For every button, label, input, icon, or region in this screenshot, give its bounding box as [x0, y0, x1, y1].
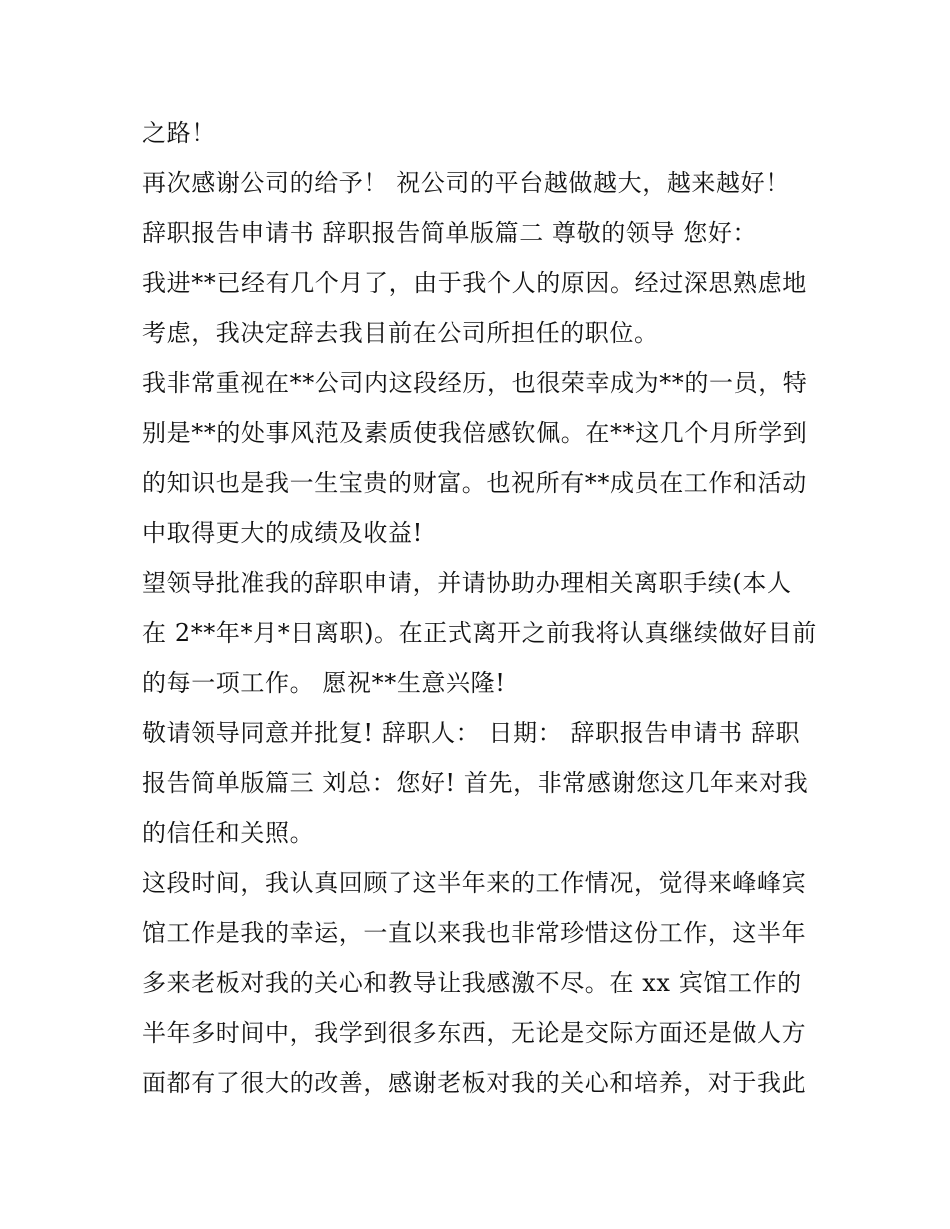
text-line: 考虑，我决定辞去我目前在公司所担任的职位。: [142, 319, 659, 347]
text-line: 望领导批准我的辞职申请，并请协助办理相关离职手续(本人: [142, 569, 792, 597]
text-line: 敬请领导同意并批复! 辞职人： 日期： 辞职报告申请书 辞职: [142, 719, 801, 747]
document-body: [142, 108, 822, 1108]
text-line: 辞职报告申请书 辞职报告简单版篇二 尊敬的领导 您好：: [142, 219, 758, 247]
text-line: 中取得更大的成绩及收益!: [142, 519, 423, 547]
text-line: 的知识也是我一生宝贵的财富。也祝所有**成员在工作和活动: [142, 469, 807, 497]
text-line: 我进**已经有几个月了，由于我个人的原因。经过深思熟虑地: [142, 269, 807, 297]
text-line: 报告简单版篇三 刘总：您好! 首先，非常感谢您这几年来对我: [142, 769, 809, 797]
text-line: 在 2**年*月*日离职)。在正式离开之前我将认真继续做好目前: [142, 619, 817, 647]
text-line: 再次感谢公司的给予！ 祝公司的平台越做越大，越来越好！: [142, 169, 790, 197]
text-line: 面都有了很大的改善，感谢老板对我的关心和培养，对于我此: [142, 1069, 807, 1097]
text-line: 的信任和关照。: [142, 819, 315, 847]
text-line: 别是**的处事风范及素质使我倍感钦佩。在**这几个月所学到: [142, 419, 808, 447]
text-line: 半年多时间中，我学到很多东西，无论是交际方面还是做人方: [142, 1019, 807, 1047]
text-line: 之路！: [142, 119, 216, 147]
text-line: 的每一项工作。 愿祝**生意兴隆!: [142, 669, 506, 697]
text-line: 这段时间，我认真回顾了这半年来的工作情况，觉得来峰峰宾: [142, 869, 807, 897]
text-line: 我非常重视在**公司内这段经历，也很荣幸成为**的一员，特: [142, 369, 808, 397]
text-line: 馆工作是我的幸运，一直以来我也非常珍惜这份工作，这半年: [142, 919, 807, 947]
text-line: 多来老板对我的关心和教导让我感激不尽。在 xx 宾馆工作的: [142, 969, 802, 997]
